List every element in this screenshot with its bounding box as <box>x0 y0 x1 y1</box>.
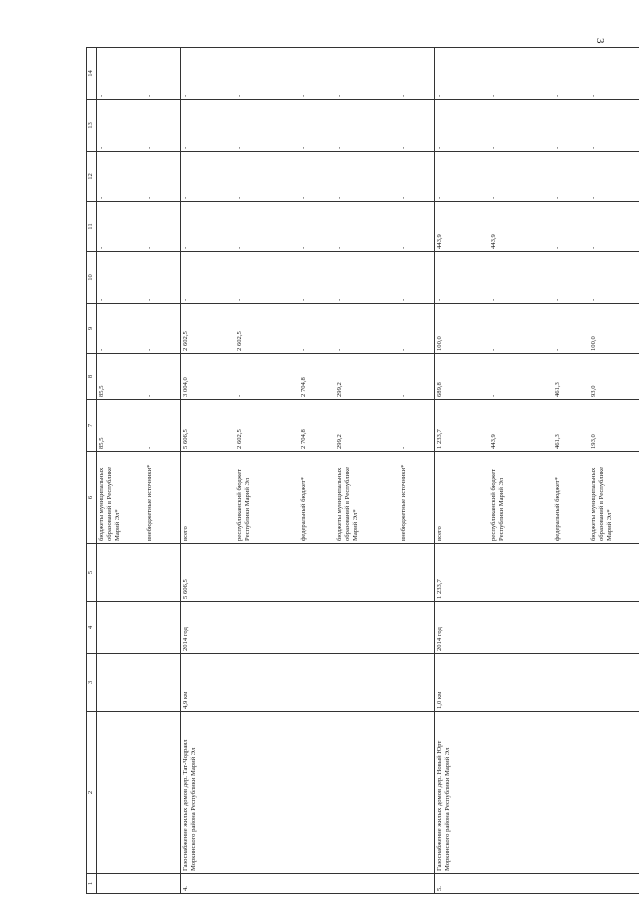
table-cell-length: 1,0 км <box>435 654 489 712</box>
table-cell-c11: - <box>553 202 589 252</box>
table-cell-name <box>589 712 639 874</box>
table-cell-c9: - <box>145 304 181 354</box>
table-cell-length <box>335 654 399 712</box>
table-cell-source: всего <box>435 452 489 544</box>
table-cell-year <box>489 602 553 654</box>
table-cell-c11: - <box>145 202 181 252</box>
table-cell-c7: 443,9 <box>489 400 553 452</box>
table-cell-year <box>299 602 335 654</box>
table-cell-c8: - <box>235 354 299 400</box>
table-row <box>435 48 489 894</box>
table-cell-n <box>553 874 589 894</box>
table-cell-c11: 443,9 <box>435 202 489 252</box>
table-cell-n <box>97 874 145 894</box>
table-cell-c14: - <box>97 48 145 100</box>
table-cell-c9: - <box>97 304 145 354</box>
table-cell-source: федеральный бюджет* <box>299 452 335 544</box>
table-row <box>97 48 145 894</box>
table-cell-c10: - <box>553 252 589 304</box>
table-cell-year <box>399 602 435 654</box>
table-cell-c7: 5 606,5 <box>181 400 235 452</box>
table-cell-total: 5 606,5 <box>181 544 235 602</box>
table-cell-c13: - <box>399 100 435 152</box>
column-header: 10 <box>87 252 97 304</box>
table-cell-source: всего <box>181 452 235 544</box>
table-cell-c11: - <box>589 202 639 252</box>
table-cell-c12: - <box>399 152 435 202</box>
table-cell-source: республиканский бюджет Республики Марий Эл <box>235 452 299 544</box>
table-cell-name <box>399 712 435 874</box>
table-cell-c12: - <box>553 152 589 202</box>
table-cell-year <box>235 602 299 654</box>
table-cell-c8: 3 004,0 <box>181 354 235 400</box>
table-cell-c11: - <box>97 202 145 252</box>
table-cell-c11: - <box>399 202 435 252</box>
column-header: 3 <box>87 654 97 712</box>
table-cell-c7: 193,0 <box>589 400 639 452</box>
table-cell-c8: 461,3 <box>553 354 589 400</box>
table-cell-n <box>145 874 181 894</box>
table-cell-n <box>399 874 435 894</box>
table-cell-year: 2014 год <box>435 602 489 654</box>
column-header: 13 <box>87 100 97 152</box>
table-cell-c9: - <box>399 304 435 354</box>
table-cell-c9: - <box>553 304 589 354</box>
table-cell-total <box>335 544 399 602</box>
table-cell-c11: - <box>299 202 335 252</box>
table-cell-c8: 93,0 <box>589 354 639 400</box>
table-cell-source: республиканский бюджет Республики Марий Эл <box>489 452 553 544</box>
table-cell-source: бюджеты муниципальных образований в Республике Марий Эл* <box>335 452 399 544</box>
table-cell-c12: - <box>589 152 639 202</box>
table-cell-c14: - <box>299 48 335 100</box>
table-cell-c8: 299,2 <box>335 354 399 400</box>
table-cell-n <box>299 874 335 894</box>
table-cell-c7: - <box>399 400 435 452</box>
table-cell-n <box>589 874 639 894</box>
table-cell-total <box>299 544 335 602</box>
table-cell-c8: 689,8 <box>435 354 489 400</box>
column-header: 12 <box>87 152 97 202</box>
table-cell-c9: - <box>489 304 553 354</box>
table-cell-c9: 100,0 <box>435 304 489 354</box>
table-cell-c11: - <box>235 202 299 252</box>
table-cell-c12: - <box>335 152 399 202</box>
table-row <box>335 48 399 894</box>
budget-table <box>86 47 639 894</box>
table-cell-c13: - <box>299 100 335 152</box>
table-cell-c8: - <box>489 354 553 400</box>
table-cell-total <box>399 544 435 602</box>
table-cell-c13: - <box>489 100 553 152</box>
table-cell-source: внебюджетные источники* <box>399 452 435 544</box>
table-cell-total <box>145 544 181 602</box>
table-cell-c8: - <box>145 354 181 400</box>
table-cell-n: 5. <box>435 874 489 894</box>
table-cell-c12: - <box>489 152 553 202</box>
table-cell-c14: - <box>181 48 235 100</box>
column-header: 11 <box>87 202 97 252</box>
table-cell-name: Газоснабжение жилых домов дер. Тат-Чодраял Моркинского района Республики Марий Эл <box>181 712 235 874</box>
table-cell-c11: - <box>181 202 235 252</box>
table-cell-c9: - <box>335 304 399 354</box>
table-cell-year <box>145 602 181 654</box>
table-cell-c13: - <box>553 100 589 152</box>
table-cell-year <box>553 602 589 654</box>
table-cell-c10: - <box>97 252 145 304</box>
column-header: 5 <box>87 544 97 602</box>
table-cell-year <box>97 602 145 654</box>
table-cell-c10: - <box>435 252 489 304</box>
table-cell-name <box>235 712 299 874</box>
table-cell-n <box>335 874 399 894</box>
table-cell-source: бюджеты муниципальных образований в Республике Марий Эл* <box>97 452 145 544</box>
table-cell-name: Газоснабжение жилых домов дер. Новый Юрт Моркинского района Республики Марий Эл <box>435 712 489 874</box>
table-cell-c12: - <box>181 152 235 202</box>
table-cell-c12: - <box>235 152 299 202</box>
table-cell-length <box>553 654 589 712</box>
table-cell-source: федеральный бюджет* <box>553 452 589 544</box>
table-cell-n: 4. <box>181 874 235 894</box>
table-cell-length: 4,9 км <box>181 654 235 712</box>
table-cell-total: 1 233,7 <box>435 544 489 602</box>
column-number-row <box>87 48 97 894</box>
table-cell-c7: 461,3 <box>553 400 589 452</box>
table-cell-total <box>235 544 299 602</box>
table-cell-c10: - <box>299 252 335 304</box>
table-cell-source: внебюджетные источники* <box>145 452 181 544</box>
table-cell-c12: - <box>145 152 181 202</box>
table-row <box>299 48 335 894</box>
table-cell-length <box>399 654 435 712</box>
table-cell-total <box>553 544 589 602</box>
column-header: 14 <box>87 48 97 100</box>
table-cell-year: 2014 год <box>181 602 235 654</box>
table-cell-source: бюджеты муниципальных образований в Республике Марий Эл* <box>589 452 639 544</box>
column-header: 2 <box>87 712 97 874</box>
column-header: 7 <box>87 400 97 452</box>
table-cell-c11: - <box>335 202 399 252</box>
table-cell-c7: 299,2 <box>335 400 399 452</box>
table-cell-c9: - <box>299 304 335 354</box>
table-cell-name <box>145 712 181 874</box>
table-cell-c14: - <box>145 48 181 100</box>
table-cell-c13: - <box>181 100 235 152</box>
table-row <box>145 48 181 894</box>
table-row <box>489 48 553 894</box>
table-cell-c9: 2 602,5 <box>181 304 235 354</box>
table-cell-length <box>299 654 335 712</box>
table-cell-length <box>145 654 181 712</box>
table-cell-length <box>489 654 553 712</box>
table-cell-c13: - <box>589 100 639 152</box>
table-cell-c7: 2 704,8 <box>299 400 335 452</box>
table-cell-c10: - <box>181 252 235 304</box>
table-cell-c9: 100,0 <box>589 304 639 354</box>
table-cell-name <box>97 712 145 874</box>
table-cell-n <box>235 874 299 894</box>
table-cell-name <box>553 712 589 874</box>
table-cell-c8: 2 704,8 <box>299 354 335 400</box>
table-cell-c9: 2 602,5 <box>235 304 299 354</box>
table-row <box>399 48 435 894</box>
table-cell-c14: - <box>335 48 399 100</box>
table-row <box>589 48 639 894</box>
table-cell-c13: - <box>435 100 489 152</box>
table-cell-c14: - <box>235 48 299 100</box>
table-cell-length <box>589 654 639 712</box>
table-cell-c10: - <box>335 252 399 304</box>
table-cell-c14: - <box>489 48 553 100</box>
table-body <box>97 48 639 894</box>
table-cell-c12: - <box>299 152 335 202</box>
table-cell-c13: - <box>335 100 399 152</box>
table-cell-year <box>335 602 399 654</box>
column-header: 1 <box>87 874 97 894</box>
table-cell-c10: - <box>489 252 553 304</box>
table-cell-name <box>299 712 335 874</box>
table-cell-c10: - <box>145 252 181 304</box>
table-cell-c8: - <box>399 354 435 400</box>
table-cell-c7: 85,5 <box>97 400 145 452</box>
table-cell-c7: - <box>145 400 181 452</box>
table-cell-c12: - <box>435 152 489 202</box>
table-cell-c11: 443,9 <box>489 202 553 252</box>
table-row <box>181 48 235 894</box>
table-cell-total <box>489 544 553 602</box>
table-cell-c14: - <box>435 48 489 100</box>
table-cell-c14: - <box>589 48 639 100</box>
column-header: 4 <box>87 602 97 654</box>
page-number: 3 <box>594 38 606 44</box>
table-cell-name <box>489 712 553 874</box>
table-cell-c10: - <box>399 252 435 304</box>
table-row <box>553 48 589 894</box>
table-cell-name <box>335 712 399 874</box>
column-header: 8 <box>87 354 97 400</box>
table-cell-c8: 85,5 <box>97 354 145 400</box>
table-row <box>235 48 299 894</box>
table-cell-length <box>235 654 299 712</box>
table-cell-c13: - <box>97 100 145 152</box>
table-cell-year <box>589 602 639 654</box>
column-header: 9 <box>87 304 97 354</box>
table-cell-c10: - <box>235 252 299 304</box>
table-cell-c12: - <box>97 152 145 202</box>
table-cell-length <box>97 654 145 712</box>
table-cell-c13: - <box>235 100 299 152</box>
table-cell-c7: 2 602,5 <box>235 400 299 452</box>
table-cell-c10: - <box>589 252 639 304</box>
table-cell-c13: - <box>145 100 181 152</box>
table-cell-c7: 1 233,7 <box>435 400 489 452</box>
table-cell-c14: - <box>553 48 589 100</box>
table-cell-total <box>97 544 145 602</box>
column-header: 6 <box>87 452 97 544</box>
table-cell-total <box>589 544 639 602</box>
table-cell-n <box>489 874 553 894</box>
table-cell-c14: - <box>399 48 435 100</box>
rotated-budget-table-page <box>86 48 613 894</box>
